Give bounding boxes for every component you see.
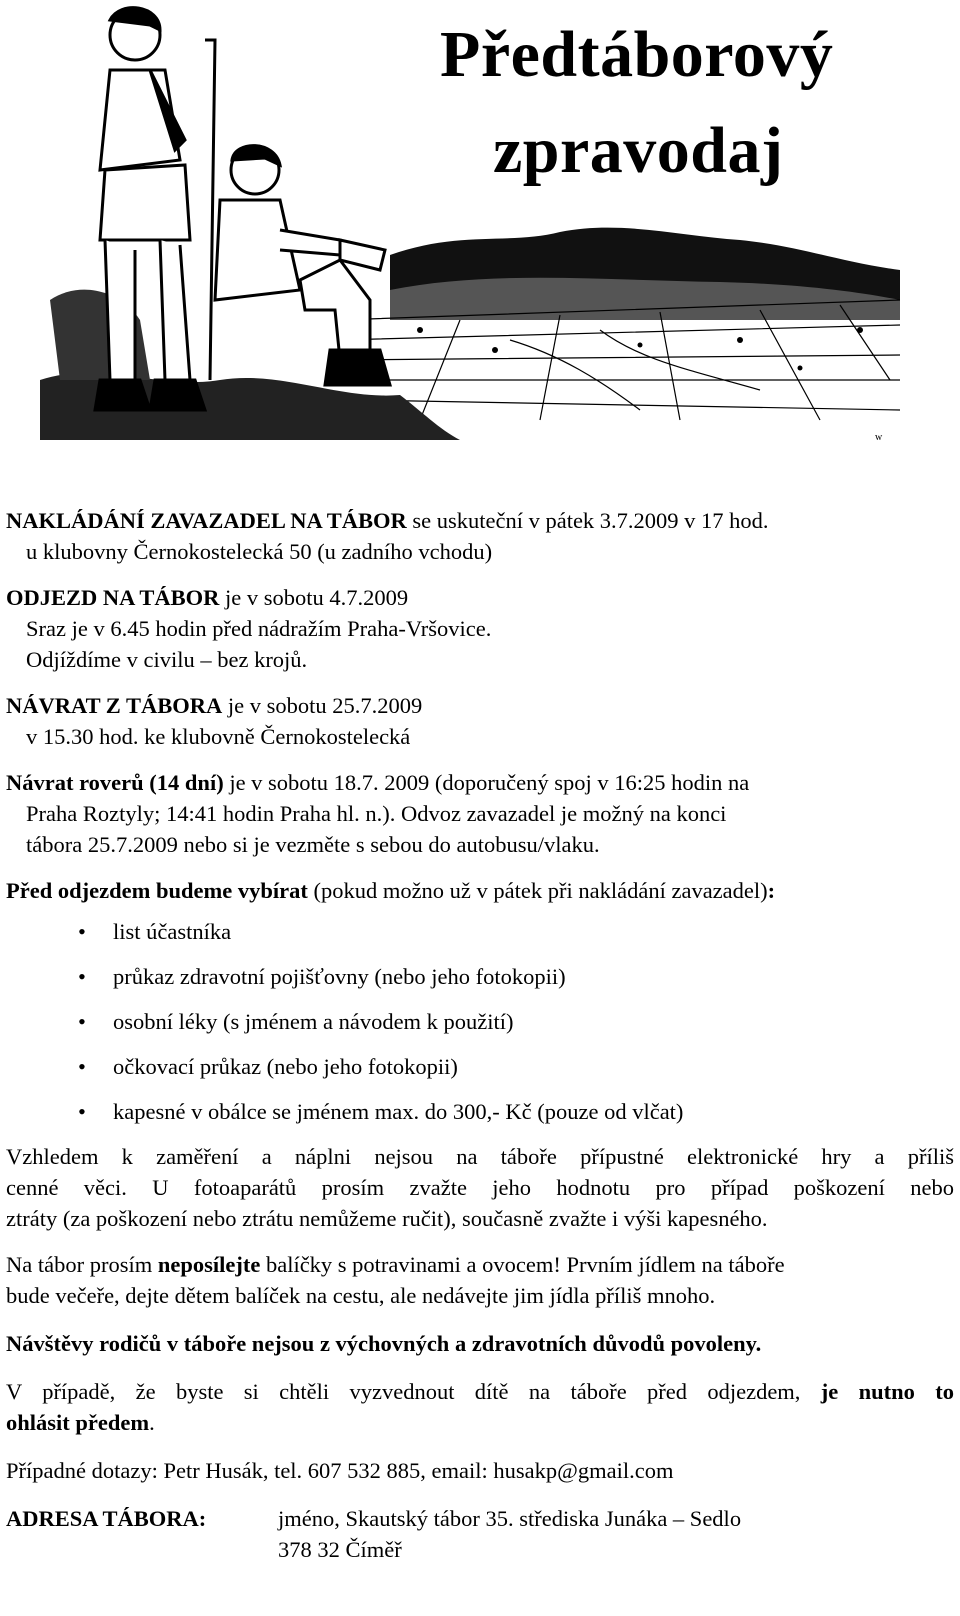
bullet-icon: • xyxy=(78,1099,86,1124)
list-item: • očkovací průkaz (nebo jeho fotokopii) xyxy=(6,1051,954,1096)
list-item: • průkaz zdravotní pojišťovny (nebo jeho fotokopii) xyxy=(6,961,954,1006)
bullet-icon: • xyxy=(78,1009,86,1034)
food-paragraph: Na tábor prosím neposílejte balíčky s potravinami a ovocem! Prvním jídlem na táboře bude večeře, dejte dětem balíček na cestu, ale nedávejte jim jídla příliš mnoho. xyxy=(6,1252,785,1308)
return-paragraph: NÁVRAT Z TÁBORA je v sobotu 25.7.2009 xyxy=(6,693,423,718)
loading-paragraph: NAKLÁDÁNÍ ZAVAZADEL NA TÁBOR se uskuteční v pátek 3.7.2009 v 17 hod. xyxy=(6,508,769,533)
title-line-2: zpravodaj xyxy=(493,114,784,187)
rovers-return-paragraph: Návrat roverů (14 dní) je v sobotu 18.7. 2009 (doporučený spoj v 16:25 hodin na xyxy=(6,770,750,795)
camp-address: ADRESA TÁBORA: jméno, Skautský tábor 35. střediska Junáka – Sedlo 378 32 Číměř xyxy=(6,1503,954,1565)
electronics-paragraph: Vzhledem k zaměření a náplni nejsou na táboře přípustné elektronické hry a příliš cenné věci. U fotoaparátů prosím zvažte jeho hodnotu pro případ poškození nebo ztráty (za poškození nebo ztrátu nemůžeme ručit), současně zvažte i výši kapesného. xyxy=(6,1144,954,1231)
contact-paragraph: Případné dotazy: Petr Husák, tel. 607 532 885, email: husakp@gmail.com xyxy=(6,1458,674,1483)
list-item: • kapesné v obálce se jménem max. do 300,- Kč (pouze od vlčat) xyxy=(6,1096,954,1141)
document-list xyxy=(6,916,954,1141)
bullet-icon: • xyxy=(78,964,86,989)
standing-scout xyxy=(95,8,215,410)
departure-paragraph: ODJEZD NA TÁBOR je v sobotu 4.7.2009 xyxy=(6,585,409,610)
list-item: • list účastníka xyxy=(6,916,954,961)
bullet-icon: • xyxy=(78,919,86,944)
title-line-1: Předtáborový xyxy=(440,18,834,91)
bullet-icon: • xyxy=(78,1054,86,1079)
visits-paragraph: Návštěvy rodičů v táboře nejsou z výchovných a zdravotních důvodů povoleny. xyxy=(6,1331,762,1356)
newsletter-body: NAKLÁDÁNÍ ZAVAZADEL NA TÁBOR se uskuteční v pátek 3.7.2009 v 17 hod. u klubovny Černokostelecká 50 (u zadního vchodu) ODJEZD NA TÁBOR je v sobotu 4.7.2009 Sraz je v 6.45 hodin před nádražím Praha-Vršovice. Odjíždíme v civilu – bez krojů. NÁVRAT Z TÁBORA je v sobotu 25.7.2009 v 15.30 hod. ke klubovně Černokostelecká Návrat roverů (14 dní) je v sobotu 18.7. 2009 (doporučený spoj v 16:25 hodin na Praha Roztyly; 14:41 hodin Praha hl. n.). Odvoz zavazadel je možný na konci tábora 25.7.2009 nebo si je vezměte s sebou do autobusu/vlaku. Před odjezdem budeme vybírat (pokud možno už v pátek při nakládání zavazadel): • list účastníka • průkaz zdravotní pojišťovny (nebo jeho fotokopii) • osobní léky (s jménem a návodem k použití) • očkovací průkaz (nebo jeho fotokopii) • kapesné v obálce se jménem max. do 300,- Kč (pouze od vlčat) Vzhledem k zaměření a náplni nejsou na táboře přípustné elektronické hry a příliš cenné věci. U fotoaparátů prosím zvažte jeho hodnotu pro případ poškození nebo ztráty (za poškození nebo ztrátu nemůžeme ručit), současně zvažte i výši kapesného. Na tábor prosím neposílejte balíčky s potravinami a ovocem! Prvním jídlem na táboře bude večeře, dejte dětem balíček na cestu, ale nedávejte jim jídla příliš mnoho. Návštěvy rodičů v táboře nejsou z výchovných a zdravotních důvodů povoleny. V případě, že byste si chtěli vyzvednout dítě na táboře před odjezdem, je nutno to ohlásit předem. Případné dotazy: Petr Husák, tel. 607 532 885, email: husakp@gmail.com ADRESA TÁBORA: jméno, Skautský tábor 35. střediska Junáka – Sedlo 378 32 Číměř xyxy=(6,505,954,1565)
svg-text:w: w xyxy=(875,432,883,443)
list-item: • osobní léky (s jménem a návodem k použití) xyxy=(6,1006,954,1051)
address-label: ADRESA TÁBORA: xyxy=(6,1506,207,1531)
seated-scout xyxy=(215,146,390,385)
pickup-paragraph: V případě, že byste si chtěli vyzvednout dítě na táboře před odjezdem, je nutno to ohlásit předem. xyxy=(6,1379,954,1435)
collection-paragraph: Před odjezdem budeme vybírat (pokud možno už v pátek při nakládání zavazadel): xyxy=(6,878,776,903)
